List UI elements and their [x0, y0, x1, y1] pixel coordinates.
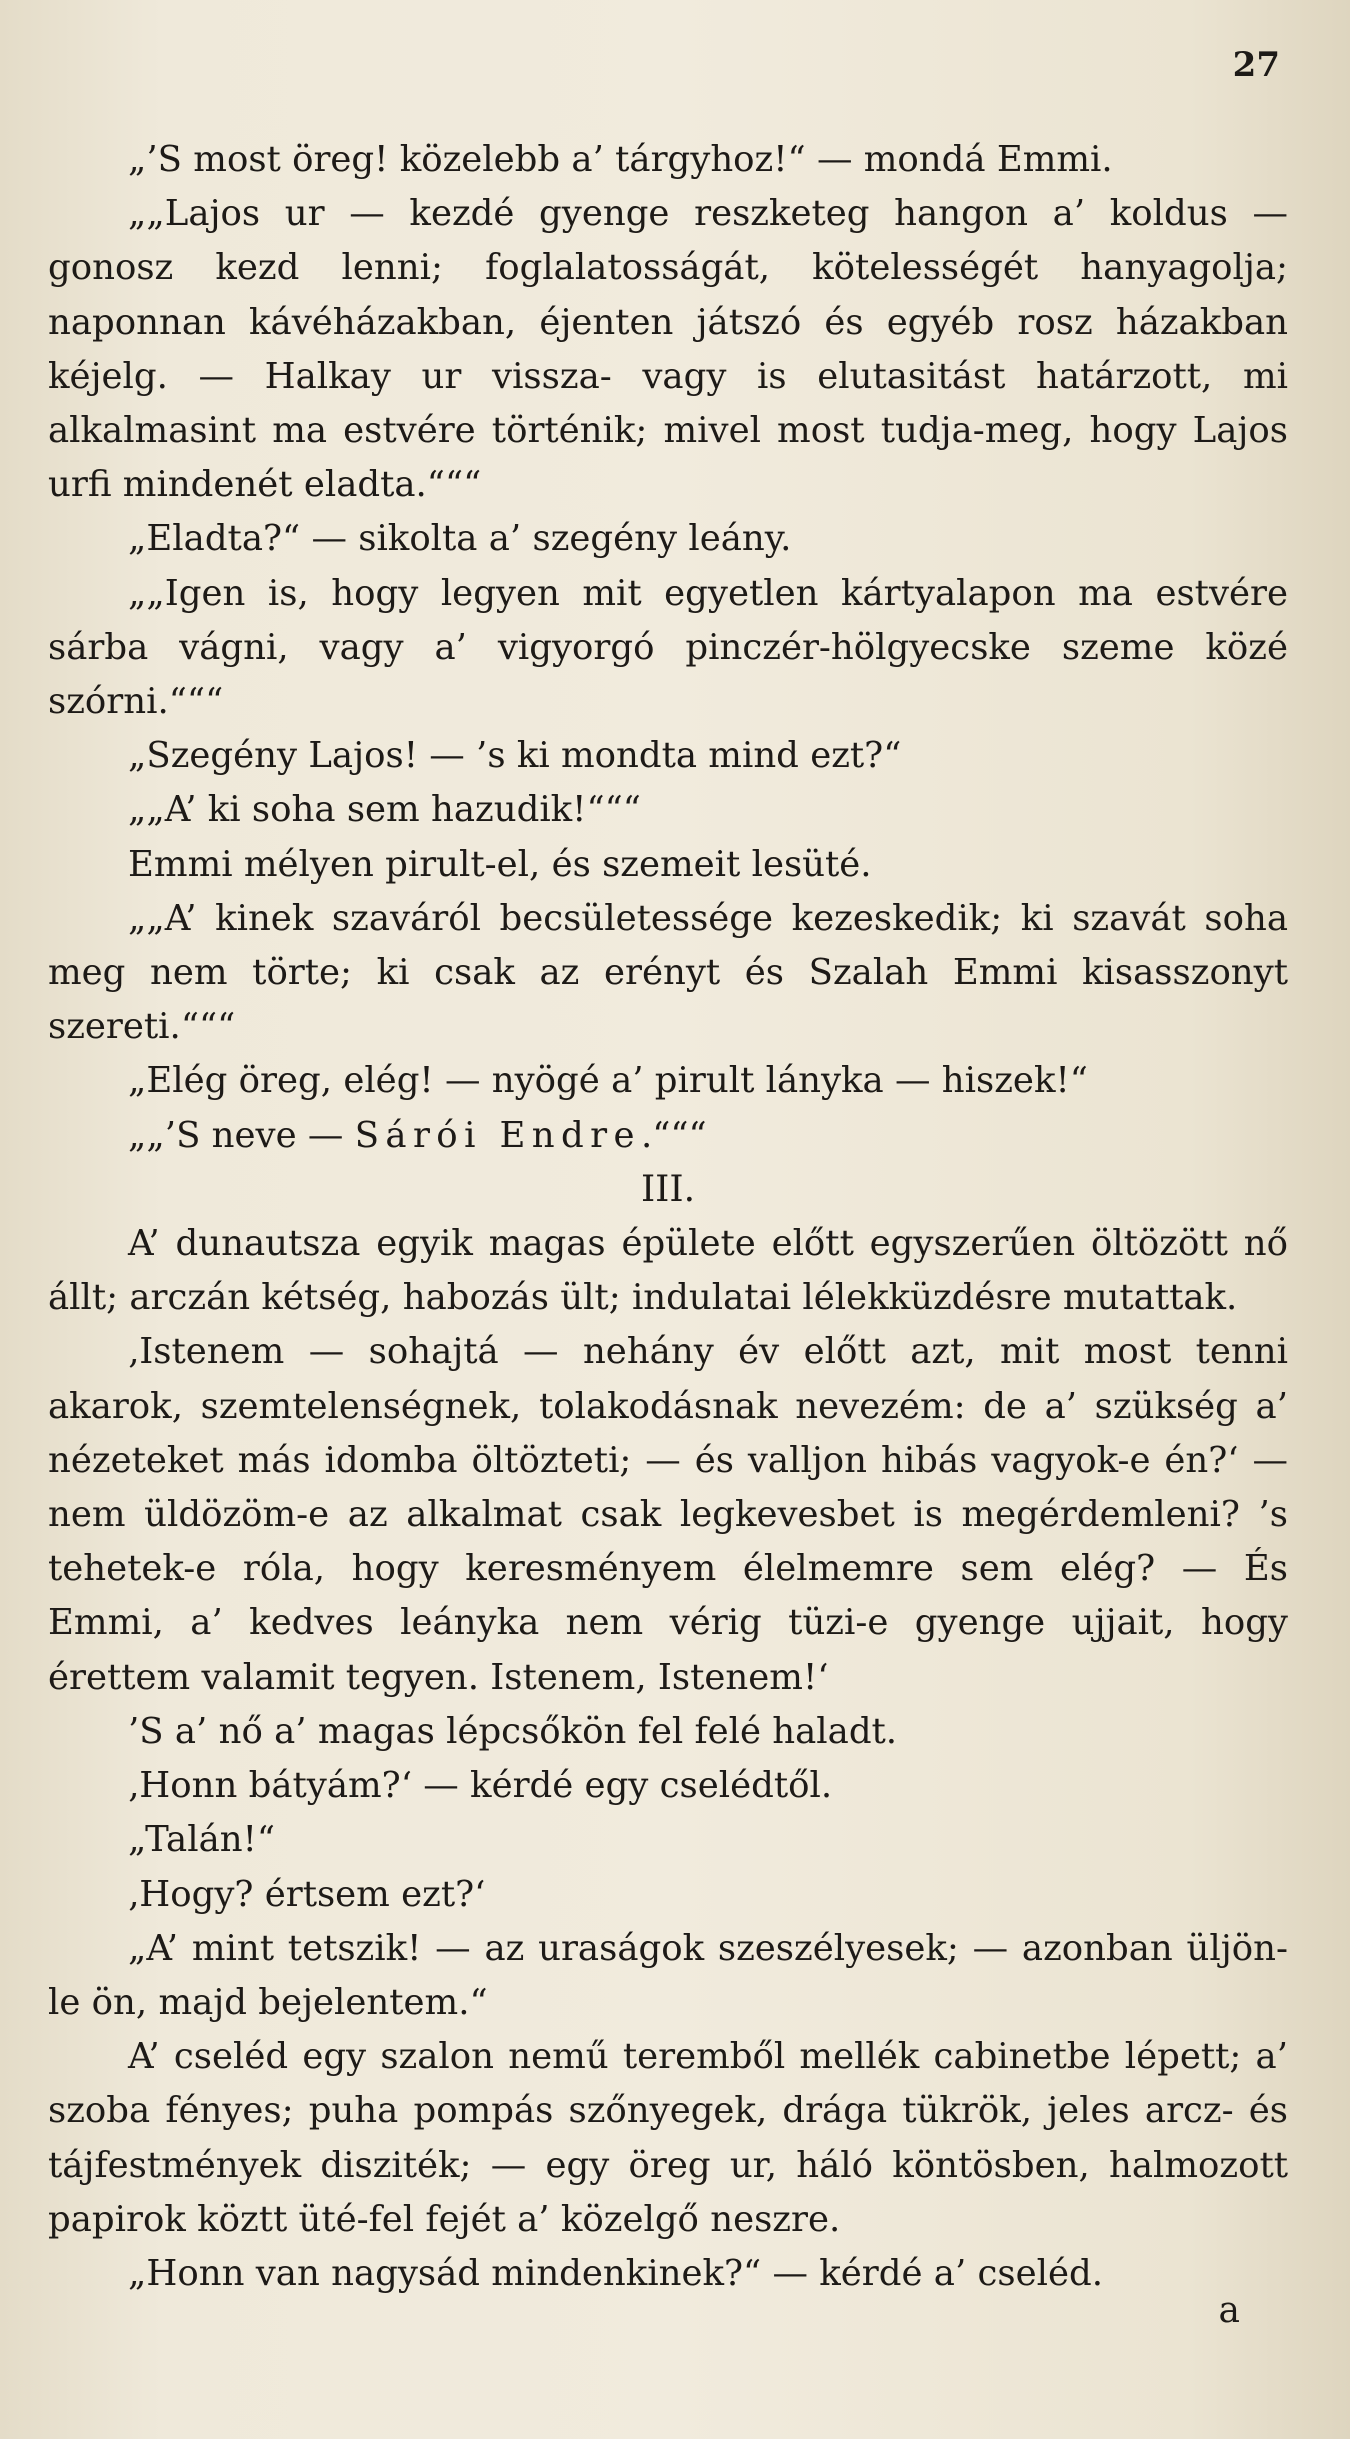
paragraph: „Elég öreg, elég! — nyögé a’ pirult lányka — hiszek!“ — [128, 1060, 1088, 1102]
paragraph: „’S most öreg! közelebb a’ tárgyhoz!“ — mondá Emmi. — [128, 139, 1113, 180]
paragraph: „Eladta?“ — sikolta a’ szegény leány. — [128, 518, 792, 560]
name-line-name: Sárói Endre — [354, 1114, 641, 1156]
paragraph: A’ dunautsza egyik magas épülete előtt egyszerűen öltözött nő állt; arczán kétség, habozás ült; indulatai lélekküzdésre mutattak. — [48, 1223, 1288, 1319]
paragraph: „A’ mint tetszik! — az uraságok szeszélyesek; — azonban üljön-le ön, majd bejelentem.“ — [48, 1927, 1288, 2023]
paragraph: A’ cseléd egy szalon nemű teremből mellék cabinetbe lépett; a’ szoba fényes; puha pompás szőnyegek, drága tükrök, jeles arcz- és tájfestmények disziték; — egy öreg ur, háló köntösben, halmozott papirok köztt üté-fel fejét a’ közelgő neszre. — [48, 2036, 1288, 2240]
name-line — [48, 1109, 1288, 1163]
paragraph: ‚Honn bátyám?‘ — kérdé egy cselédtől. — [128, 1765, 833, 1807]
paragraph: „Honn van nagysád mindenkinek?“ — kérdé a’ cseléd. — [128, 2252, 1104, 2294]
paragraph: „„A’ ki soha sem hazudik!“““ — [128, 789, 641, 831]
name-line-suffix: .“““ — [640, 1114, 707, 1156]
paragraph: „Talán!“ — [128, 1819, 276, 1861]
paragraph: ‚Hogy? értsem ezt?‘ — [128, 1873, 486, 1915]
paragraph: ‚Istenem — sohajtá — nehány év előtt azt, mit most tenni akarok, szemtelenségnek, tolakodásnak nevezém: de a’ szükség a’ nézeteket más idomba öltözteti; — és valljon hibás vagyok-e én?‘ — nem üldözöm-e az alkalmat csak legkevesbet is megérdemleni? ’s tehetek-e róla, hogy keresményem élelmemre sem elég? — És Emmi, a’ kedves leányka nem vérig tüzi-e gyenge ujjait, hogy érettem valamit tegyen. Istenem, Istenem!‘ — [48, 1331, 1288, 1698]
paragraph: „„Lajos ur — kezdé gyenge reszketeg hangon a’ koldus — gonosz kezd lenni; foglalatosságát, kötelességét hanyagolja; naponnan kávéházakban, éjenten játszó és egyéb rosz házakban kéjelg. — Halkay ur vissza- vagy is elutasitást határzott, mi alkalmasint ma estvére történik; mivel most tudja-meg, hogy Lajos urfi mindenét eladta.“““ — [48, 193, 1288, 506]
body-text — [48, 133, 1288, 2301]
chapter-heading: III. — [640, 1168, 696, 1210]
paragraph: „„A’ kinek szaváról becsületessége kezeskedik; ki szavát soha meg nem törte; ki csak az erényt és Szalah Emmi kisasszonyt szereti.“““ — [48, 897, 1288, 1048]
catchword: a — [1218, 2290, 1240, 2331]
page-number: 27 — [1232, 45, 1280, 85]
name-line-prefix: „„’S neve — — [128, 1114, 355, 1156]
paragraph: Emmi mélyen pirult-el, és szemeit lesüté. — [128, 843, 872, 885]
paragraph: ’S a’ nő a’ magas lépcsőkön fel felé haladt. — [128, 1710, 898, 1752]
paragraph: „„Igen is, hogy legyen mit egyetlen kártyalapon ma estvére sárba vágni, vagy a’ vigyorgó pinczér-hölgyecske szeme közé szórni.“““ — [48, 572, 1288, 723]
paragraph: „Szegény Lajos! — ’s ki mondta mind ezt?“ — [128, 735, 902, 777]
